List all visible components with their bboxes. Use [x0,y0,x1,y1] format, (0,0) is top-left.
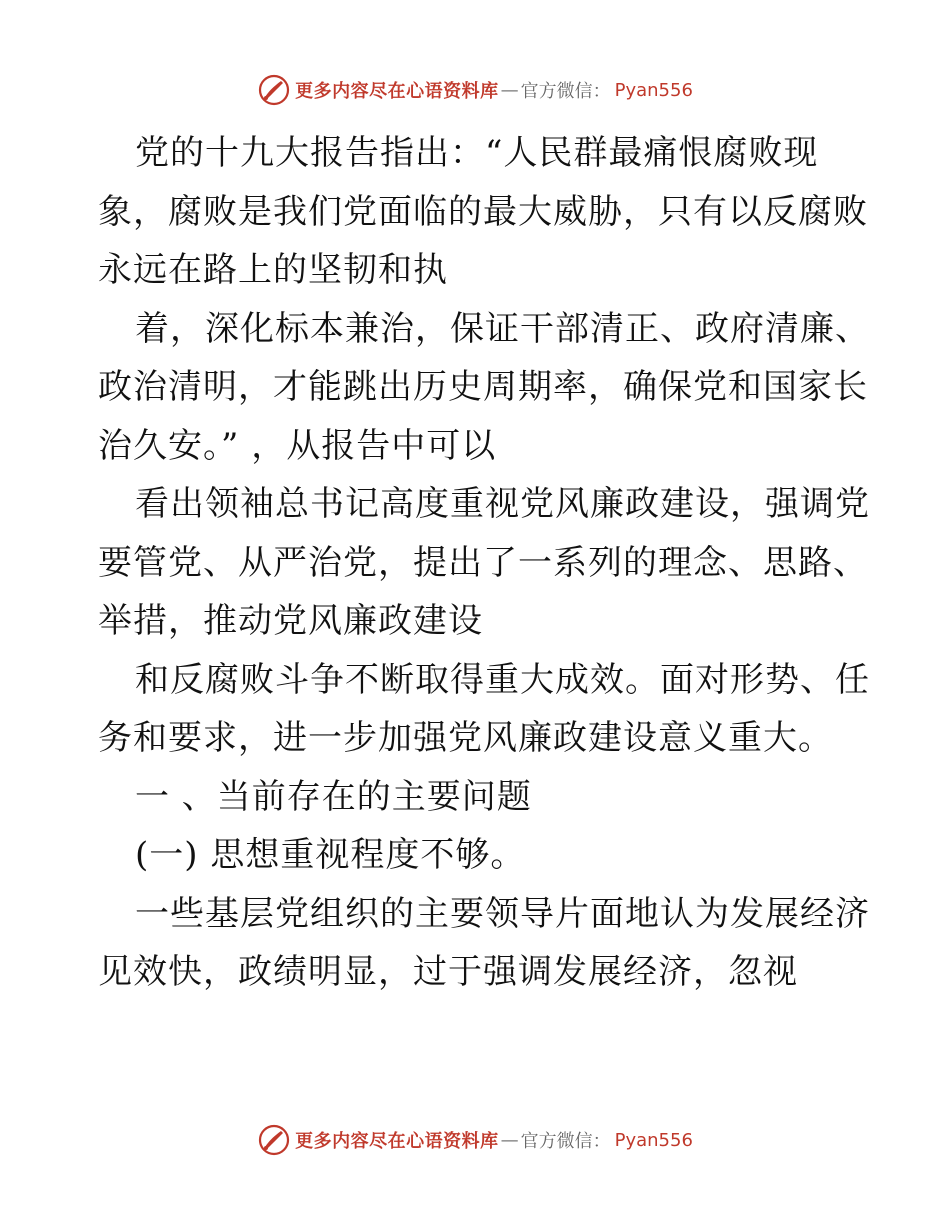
text-line: 和反腐败斗争不断取得重大成效。面对形势、任 [135,659,870,700]
header-watermark [0,72,950,108]
paragraph [98,124,868,300]
watermark-main-text: 更多内容尽在心语资料库 [295,81,499,102]
text-line: 党的十九大报告指出：“人民群最痛恨腐败现 [135,133,819,173]
text-line: (一) 思想重视程度不够。 [135,835,526,875]
text-line: 象，腐败是我们党面临的最大威胁，只有以反腐败 [98,191,868,232]
text-line: 政治清明，才能跳出历史周期率，确保党和国家长 [98,367,868,407]
text-line: 一些基层党组织的主要领导片面地认为发展经济 [135,893,870,934]
text-line: 要管党、从严治党，提出了一系列的理念、思路、 [98,542,868,583]
text-line: 一 、当前存在的主要问题 [135,776,532,817]
paragraph [98,475,870,651]
watermark-main-text: 更多内容尽在心语资料库 [295,1131,499,1152]
section-heading [98,768,858,827]
paragraph [98,300,870,476]
paragraph [98,651,870,768]
ink-pen-logo-icon [257,73,291,107]
subsection-heading [98,826,858,885]
watermark-official-label: 官方微信： [520,1131,611,1152]
paragraph [98,885,870,1002]
watermark-wechat-id: Pyan556 [614,79,693,101]
text-line: 举措，推动党风廉政建设 [98,601,483,641]
watermark-separator: — [500,1129,519,1151]
watermark-wechat-id: Pyan556 [614,1129,693,1151]
document-body [98,124,870,1002]
text-line: 着，深化标本兼治，保证干部清正、政府清廉、 [135,308,870,349]
watermark-separator: — [500,79,519,101]
text-line: 见效快，政绩明显，过于强调发展经济，忽视 [98,952,798,992]
text-line: 永远在路上的坚韧和执 [98,250,448,290]
text-line: 务和要求，进一步加强党风廉政建设意义重大。 [98,718,833,758]
text-line: 看出领袖总书记高度重视党风廉政建设，强调党 [135,484,870,524]
footer-watermark [0,1122,950,1158]
watermark-official-label: 官方微信： [520,81,611,102]
text-line: 治久安。” ，从报告中可以 [98,425,497,466]
ink-pen-logo-icon [257,1123,291,1157]
